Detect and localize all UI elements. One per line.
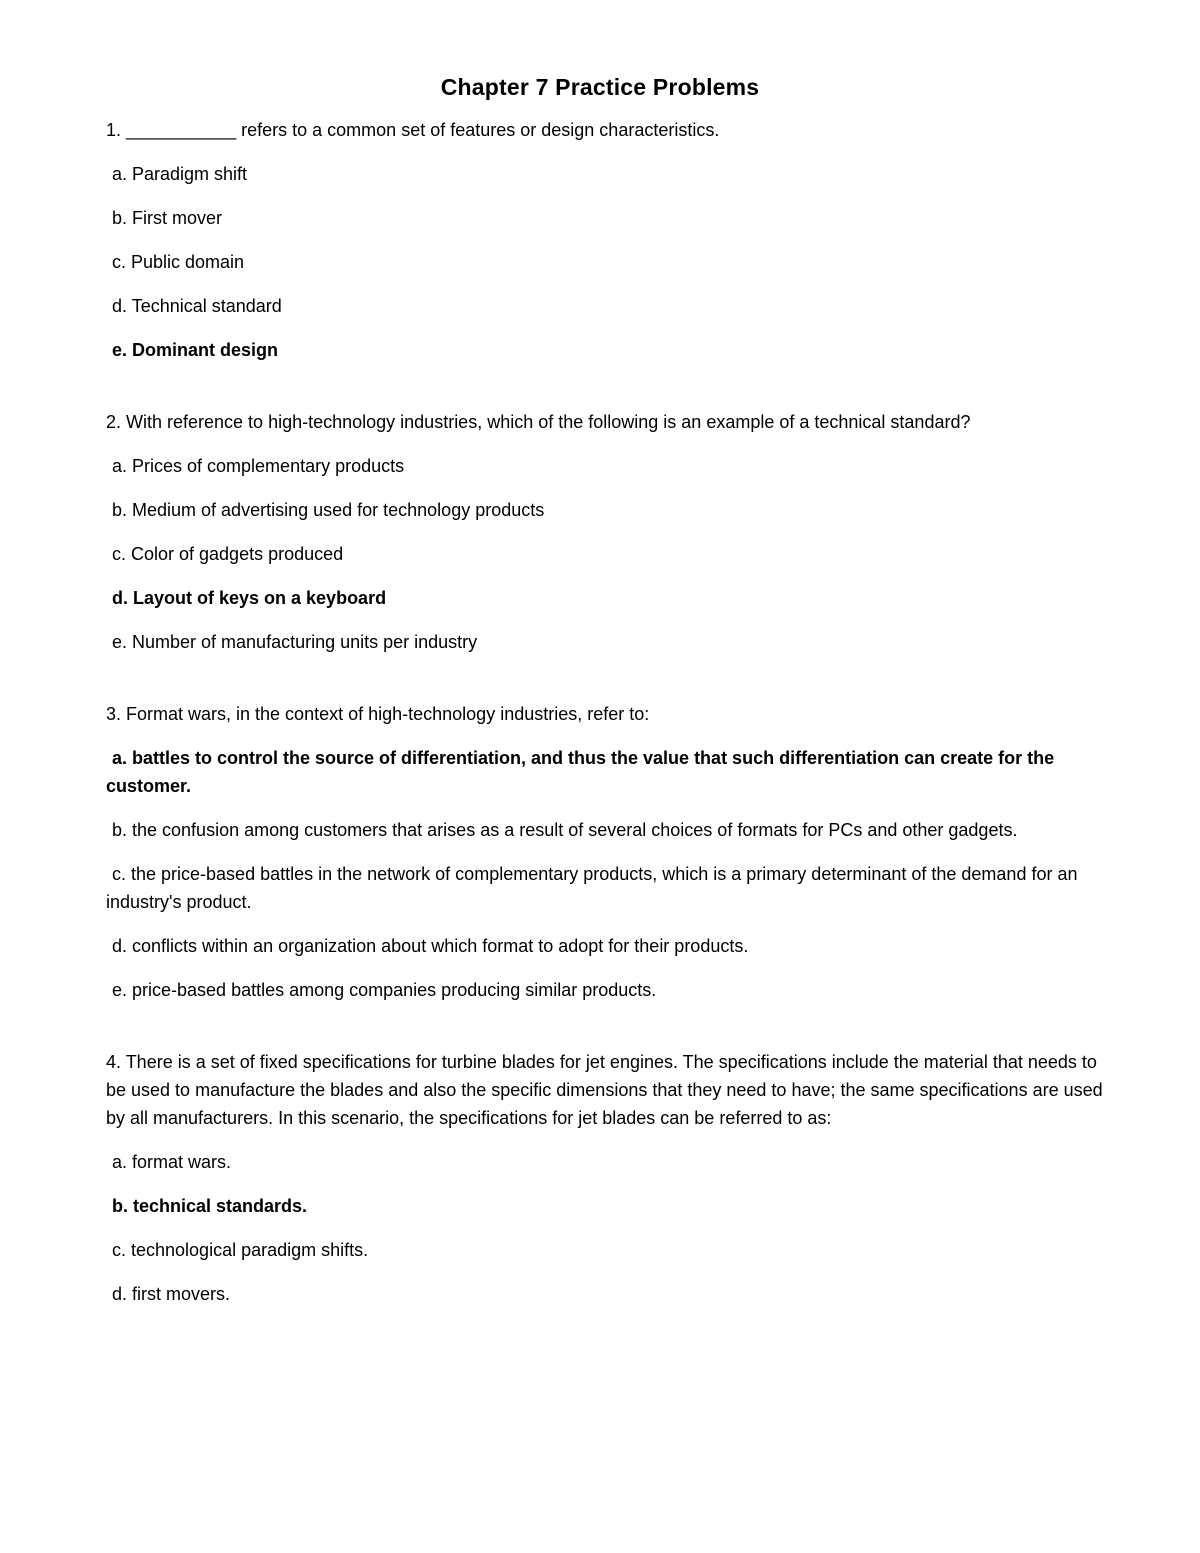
answer-option: c. Color of gadgets produced	[112, 544, 344, 564]
answer-option: c. technological paradigm shifts.	[112, 1240, 369, 1260]
question-prompt: 3. Format wars, in the context of high-technology industries, refer to:	[106, 704, 650, 724]
question-block	[106, 408, 1106, 656]
answer-option: e. Dominant design	[112, 340, 279, 360]
answer-option: c. Public domain	[112, 252, 245, 272]
question-block	[106, 700, 1106, 1004]
answer-option: b. technical standards.	[112, 1196, 308, 1216]
answer-option: d. conflicts within an organization about which format to adopt for their products.	[112, 936, 749, 956]
answer-option: e. price-based battles among companies producing similar products.	[112, 980, 657, 1000]
answer-option: c. the price-based battles in the network of complementary products, which is a primary determinant of the demand for an industry's product.	[106, 864, 1078, 912]
question-prompt: 1. ___________ refers to a common set of features or design characteristics.	[106, 120, 720, 140]
answer-option: a. battles to control the source of differentiation, and thus the value that such differentiation can create for the customer.	[106, 748, 1055, 796]
answer-option: a. Paradigm shift	[112, 164, 248, 184]
answer-option: d. first movers.	[112, 1284, 231, 1304]
answer-option: b. Medium of advertising used for technology products	[112, 500, 545, 520]
answer-option: e. Number of manufacturing units per industry	[112, 632, 478, 652]
question-block	[106, 1048, 1106, 1308]
page-title: Chapter 7 Practice Problems	[440, 74, 760, 100]
answer-option: a. format wars.	[112, 1152, 232, 1172]
question-prompt: 4. There is a set of fixed specifications for turbine blades for jet engines. The specifications include the material that needs to be used to manufacture the blades and also the specific dimensions that they need to have; the same specifications are used by all manufacturers. In this scenario, the specifications for jet blades can be referred to as:	[106, 1052, 1103, 1128]
answer-option: b. First mover	[112, 208, 223, 228]
question-block	[106, 116, 1106, 364]
answer-option: b. the confusion among customers that arises as a result of several choices of formats for PCs and other gadgets.	[112, 820, 1018, 840]
answer-option: a. Prices of complementary products	[112, 456, 405, 476]
question-prompt: 2. With reference to high-technology industries, which of the following is an example of a technical standard?	[106, 412, 971, 432]
answer-option: d. Technical standard	[112, 296, 282, 316]
answer-option: d. Layout of keys on a keyboard	[112, 588, 387, 608]
question-list	[106, 116, 1106, 1324]
